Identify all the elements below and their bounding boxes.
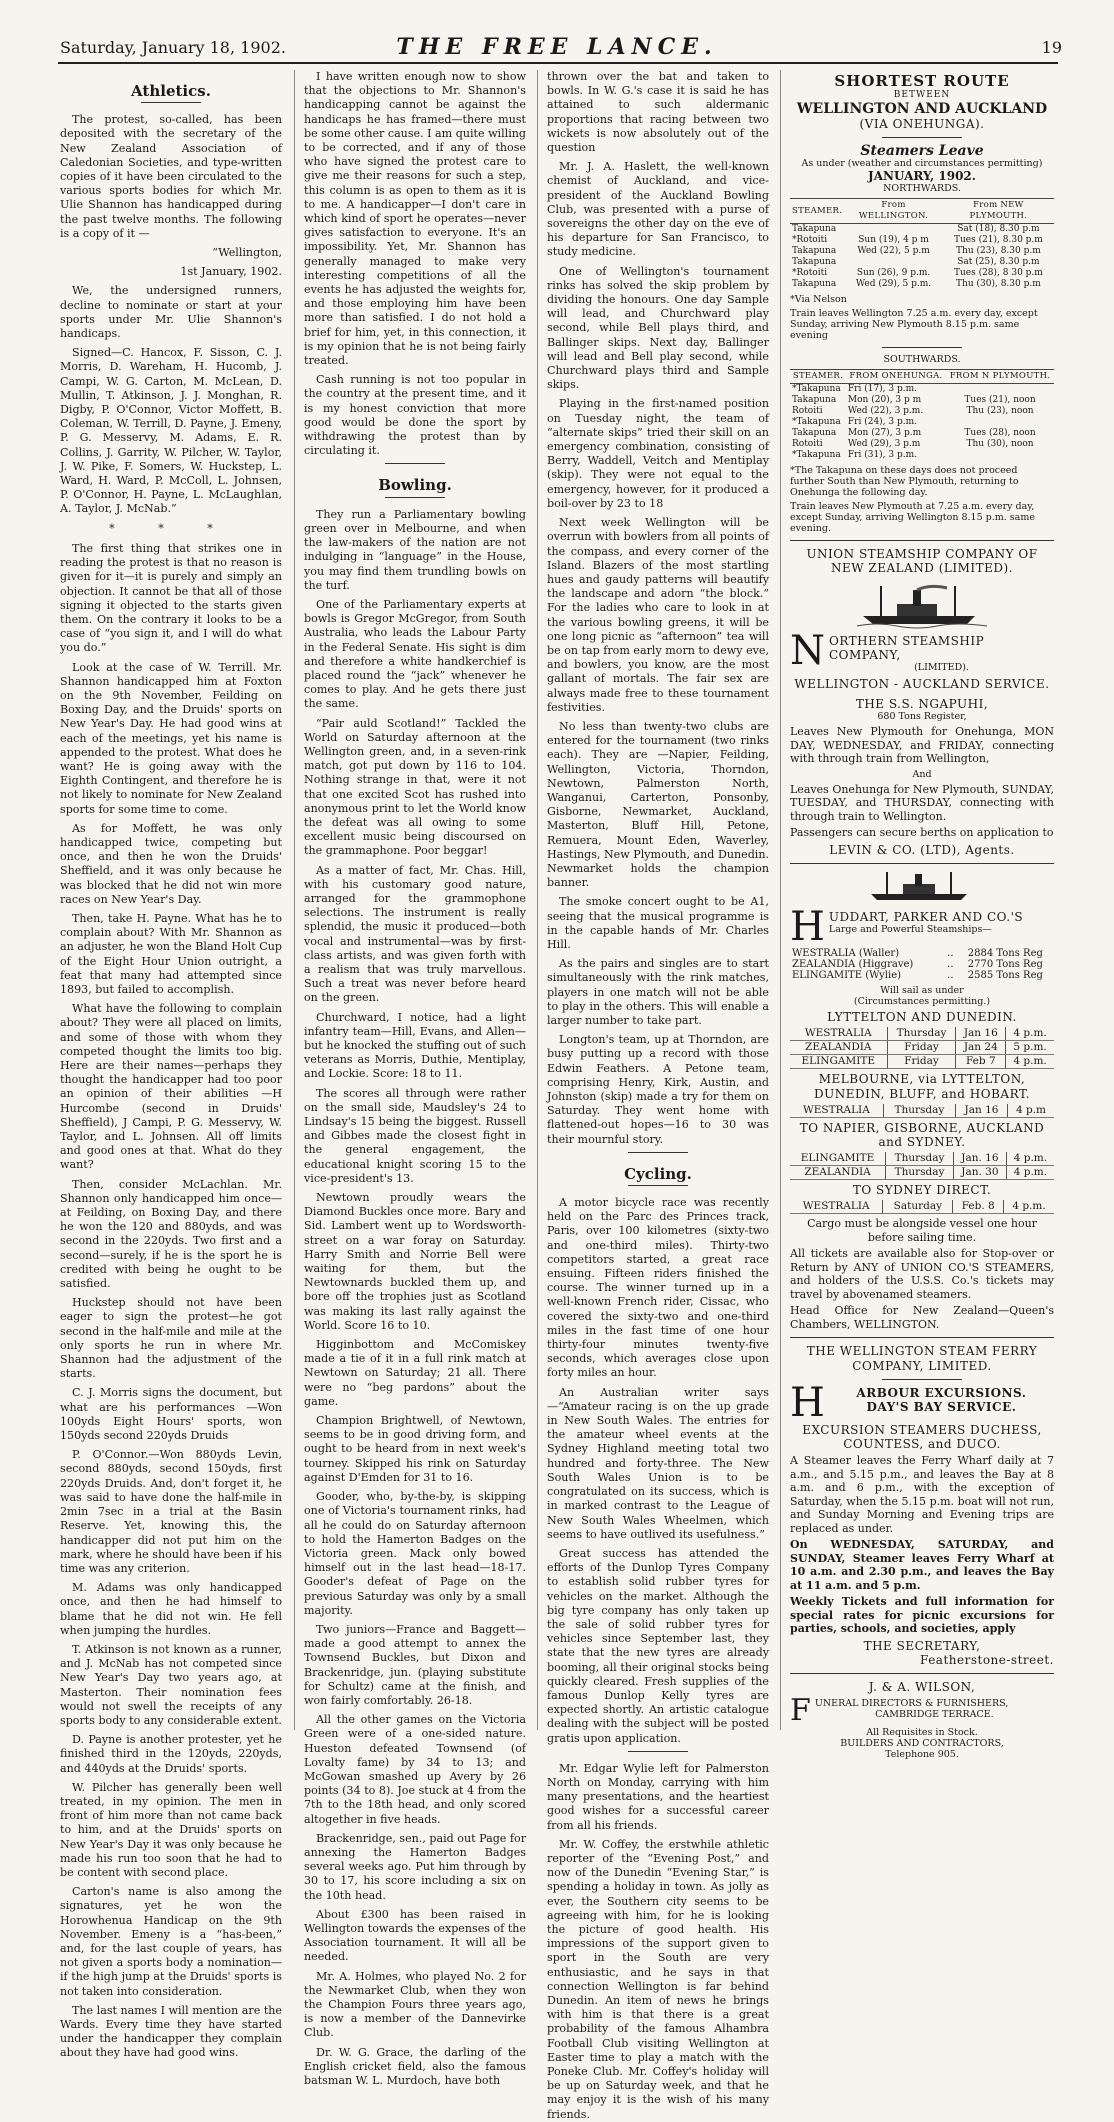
table-cell: Fri (24), 3 p.m. <box>847 417 918 428</box>
table-cell: Thursday <box>886 1152 954 1166</box>
ad-subtitle: Large and Powerful Steamships— <box>828 924 992 936</box>
article-paragraph: Look at the case of W. Terrill. Mr. Shannon handicapped him at Foxton on the 9th November, Feilding on Boxing Day, and the Druids' sports on New Year's Day. He had good wins at each of the meetings, yet his name is appended to the protest. What does he want? He is going away with the Eighth Contingent, and therefore he is not likely to nominate for New Zealand sports for some time to come. <box>60 660 282 816</box>
article-paragraph: As a matter of fact, Mr. Chas. Hill, with his customary good nature, arranged for the grammophone selections. The instrument is really splendid, the music it produced—both vocal and instrumental—was by first-class artists, and was given forth with a realism that was truly marvellous. Such a treat was never before heard on the green. <box>304 863 526 1005</box>
article-paragraph: Gooder, who, by-the-by, is skipping one of Victoria's tournament rinks, had all he could do on Saturday afternoon to hold the Hamerton Badges on the Victoria green. Mack only bowed himself out in the last head—18-17. Gooder's defeat of Page on the previous Saturday was only by a small majority. <box>304 1490 526 1617</box>
article-paragraph: Next week Wellington will be overrun with bowlers from all points of the compass, and every corner of the Island. Blazers of the most startling hues and gaudy patterns will beautify the landscape and adorn “the block.” For the ladies who care to look in at the various bowling greens, it will be one long picnic as “afternoon” tea will be on tap from early morn to dewy eve, and bowlers, you know, are the most gallant of mortals. The fair sex are always made free to these tournament festivities. <box>547 516 769 714</box>
bowling-heading: Bowling. <box>378 476 452 495</box>
table-cell <box>946 417 1054 428</box>
ad-stock: All Requisites in Stock. <box>866 1727 978 1739</box>
table-row <box>790 384 1054 396</box>
article-paragraph: W. Pilcher has generally been well treated, in my opinion. The men in front of him more than not came back to him, and at the Druids' sports on New Year's Day it was only because he made his run too soon that he had to be content with second place. <box>60 1780 282 1879</box>
drop-capital: F <box>790 1693 811 1729</box>
article-paragraph: M. Adams was only handicapped once, and then he had himself to blame that he did not win. He fell when jumping the hurdles. <box>60 1581 282 1637</box>
table-cell: Wed (29), 5 p.m. <box>855 279 932 290</box>
article-paragraph: A motor bicycle race was recently held on the Parc des Princes track, Paris, over 100 kilometres (sixty-two and one-third miles). Thirty-two competitors started, a great race ensuing. Fifteen riders finished the course. The winner turned up in a well-known French rider, Cissac, who covered the sixty-two and one-third miles in the fast time of one hour thirty-four minutes twenty-five seconds, which averages close upon forty miles an hour. <box>547 1196 769 1380</box>
ad-places: WELLINGTON AND AUCKLAND <box>796 101 1048 118</box>
ad-paragraph: Cargo must be alongside vessel one hour before sailing time. <box>807 1217 1037 1244</box>
ad-divider <box>790 1673 1054 1674</box>
napier-sailings <box>790 1152 1054 1180</box>
ad-huddart-parker <box>790 870 1054 1331</box>
table-cell: .. <box>947 959 954 971</box>
table-cell: Jan. 30 <box>953 1166 1006 1180</box>
article-paragraph: Mr. A. Holmes, who played No. 2 for the Newmarket Club, when they won the Champion Fours three years ago, is now a member of the Dannevirke Club. <box>304 1969 526 2040</box>
ad-harbour: ARBOUR EXCURSIONS. <box>856 1385 1027 1400</box>
ad-title: SHORTEST ROUTE <box>834 72 1010 90</box>
ad-rule <box>882 137 962 138</box>
article-paragraph: They run a Parliamentary bowling green over in Melbourne, and when the law-makers of the nation are not indulging in “language” in the House, you may find them trundling bowls on the turf. <box>304 507 526 592</box>
table-cell: 4 p.m. <box>1006 1027 1054 1041</box>
melbourne-sailings <box>790 1104 1054 1118</box>
table-row <box>790 1027 1054 1041</box>
table-row <box>790 1041 1054 1055</box>
table-cell: 2585 Tons Reg <box>967 970 1043 982</box>
table-row <box>790 1152 1054 1166</box>
article-paragraph: Champion Brightwell, of Newtown, seems to be in good driving form, and ought to be heard from in next week's tourney. Skipped his rink on Saturday against D'Emden for 31 to 16. <box>304 1414 526 1484</box>
steamship-illustration-icon <box>857 582 987 628</box>
table-row <box>790 268 1054 279</box>
southwards-timetable <box>790 369 1054 461</box>
table-cell: 4 p.m. <box>1004 1200 1054 1214</box>
table-cell: *Takapuna <box>792 450 841 461</box>
table-cell: Wed (29), 3 p.m <box>847 439 921 450</box>
route-heading: TO NAPIER, GISBORNE, AUCKLAND and SYDNEY. <box>799 1120 1045 1149</box>
table-row <box>790 1104 1054 1118</box>
ad-note: Train leaves New Plymouth at 7.25 a.m. every day, except Sunday, arriving Wellington 8.15 p.m. same evening. <box>790 501 1035 535</box>
table-cell: 5 p.m. <box>1006 1041 1054 1055</box>
table-cell: 4 p.m <box>1008 1104 1054 1118</box>
column-cycling <box>547 70 770 2121</box>
ad-bay: DAY'S BAY SERVICE. <box>866 1399 1017 1414</box>
ad-telephone: Telephone 905. <box>885 1749 959 1761</box>
ad-note: Train leaves Wellington 7.25 a.m. every day, except Sunday, arriving New Plymouth 8.15 p.m. same evening <box>790 308 1038 342</box>
table-row <box>790 428 1054 439</box>
ad-ferry-company <box>790 1344 1054 1667</box>
table-cell: Feb. 8 <box>953 1200 1004 1214</box>
article-paragraph: D. Payne is another protester, yet he finished third in the 120yds, 220yds, and 440yds at the Druids' sports. <box>60 1733 282 1775</box>
article-paragraph: One of the Parliamentary experts at bowls is Gregor McGregor, from South Australia, who leads the Labour Party in the Federal Senate. His sight is dim and therefore a white handkerchief is placed round the “jack” whenever he comes to play. And he gets there just the same. <box>304 597 526 711</box>
table-cell: WESTRALIA <box>790 1200 883 1214</box>
article-paragraph: We, the undersigned runners, decline to nominate or start at your sports under Mr. Ulie Shannon's handicaps. <box>60 284 282 341</box>
table-row <box>790 970 1054 981</box>
ad-funeral: UNERAL DIRECTORS & FURNISHERS, <box>814 1698 1009 1710</box>
ad-ship-name: THE S.S. NGAPUHI, <box>855 697 989 712</box>
column-athletics <box>60 70 282 2060</box>
table-cell: Thu (23), 8.30 p.m <box>956 246 1041 257</box>
table-cell: WESTRALIA <box>790 1027 887 1041</box>
table-header: STEAMER. <box>790 370 846 384</box>
signatories: Signed—C. Hancox, F. Sisson, C. J. Morris, D. Wareham, H. Hucomb, J. Campi, W. G. Carton, M. McLean, D. Mullin, T. Atkinson, J. J. Monghan, R. Digby, P. O'Connor, Victor Moffett, B. Coleman, W. Terrill, D. Payne, J. Emeny, P. G. Messervy, M. Adams, E. R. Collins, J. Garrity, W. Pilcher, W. Taylor, J. W. Pike, F. Somers, W. Huckstep, L. Ward, H. Ward, P. McColl, L. Johnsen, P. O'Connor, H. Payne, L. McLaughlan, A. Taylor, J. McNab.” <box>60 346 282 516</box>
section-rule <box>628 1185 688 1186</box>
ad-title: UDDART, PARKER AND CO.'S <box>828 910 1024 925</box>
table-row <box>790 1166 1054 1180</box>
table-cell: *Rotoiti <box>792 268 828 279</box>
article-paragraph: Mr. Edgar Wylie left for Palmerston North on Monday, carrying with him many presentations, and the heartiest good wishes for a successful career from all his friends. <box>547 1761 769 1832</box>
table-row <box>790 959 1054 970</box>
table-cell: WESTRALIA <box>790 1104 883 1118</box>
table-cell: Takapuna <box>792 246 837 257</box>
ad-sail: Will sail as under <box>880 985 964 997</box>
table-cell: ZEALANDIA <box>790 1041 887 1055</box>
table-cell: Jan. 16 <box>953 1152 1006 1166</box>
article-paragraph: T. Atkinson is not known as a runner, and J. McNab has not competed since New Year's Day two years ago, at Masterton. Their nomination fees would not swell the receipts of any sports body to any considerable extent. <box>60 1642 282 1727</box>
ad-paragraph: Head Office for New Zealand—Queen's Chambers, WELLINGTON. <box>790 1304 1054 1331</box>
ad-agents: LEVIN & CO. (LTD), Agents. <box>829 842 1015 857</box>
article-paragraph: The first thing that strikes one in reading the protest is that no reason is given for it—it is purely and simply an objection. It cannot be that all of those signing it objected to the starts given them. On the contrary it looks to be a case of “you sign it, and I will do what you do.” <box>60 541 282 655</box>
header-rule <box>58 62 1058 64</box>
lyttelton-sailings <box>790 1027 1054 1069</box>
article-paragraph: An Australian writer says —“Amateur racing is on the up grade in New South Wales. The entries for the amateur wheel events at the Sydney Highland meeting total two hundred and forty-three. The New South Wales Union is to be congratulated on its success, which is in marked contrast to the League of New South Wales Wheelmen, which seems to have outlived its usefulness.” <box>547 1385 769 1541</box>
section-rule <box>385 463 445 464</box>
article-paragraph: Longton's team, up at Thorndon, are busy putting up a record with those Edwin Feathers. A Petone team, comprising Henry, Kirk, Austin, and Johnston (skip) made a try for them on Saturday. They went home with flattened-out hopes—16 to 30 was their mournful story. <box>547 1033 769 1146</box>
table-cell <box>844 224 943 236</box>
ad-rule <box>882 347 962 348</box>
article-paragraph: What have the following to complain about? They were all placed on limits, and some of those with whom they competed thought the limits too big. Here are their names—perhaps they thought the handicapper had too poor an opinion of their abilities —H Hurcombe (second in Druids' Sheffield), J Campi, P. G. Messervy, W. Taylor, and L. Johnsen. All off limits and good ones at that. What do they want? <box>60 1002 282 1172</box>
table-cell: Sat (18), 8.30 p.m <box>957 224 1040 235</box>
article-paragraph: I have written enough now to show that the objections to Mr. Shannon's handicapping cannot be against the handicaps he has framed—there must be some other cause. I am quite willing to be corrected, and if any of those who have signed the protest care to give me their reasons for such a step, this column is as open to them as it is to me. A handicapper—I don't care in which kind of sport he operates—never gives satisfaction to everyone. It's an impossibility. Yet, Mr. Shannon has generally managed to make very interesting competitions of all the events he has adjusted the weights for, and those employing him have been more than satisfied. I do not hold a brief for him, yet, in this connection, it is my opinion that he is not being fairly treated. <box>304 70 526 368</box>
ad-month: JANUARY, 1902. <box>868 169 976 184</box>
northwards-heading: NORTHWARDS. <box>883 183 961 195</box>
table-cell: ZEALANDIA (Higgrave) <box>792 959 914 971</box>
article-paragraph: One of Wellington's tournament rinks has solved the skip problem by dividing the honours. One day Sample will lead, and Churchward play second, while Bell plays third, and Ballinger skips. Next day, Ballinger will lead and Bell play second, while Churchward plays third and Sample skips. <box>547 264 769 392</box>
ad-note: *The Takapuna on these days does not proceed further South than New Plymouth, returning to Onehunga the following day. <box>790 465 1019 499</box>
ad-union-steamship <box>790 547 1054 627</box>
ad-builders: BUILDERS AND CONTRACTORS, <box>840 1738 1004 1750</box>
table-cell: Feb 7 <box>956 1055 1006 1069</box>
southwards-heading: SOUTHWARDS. <box>883 354 961 366</box>
ad-title: J. & A. WILSON, <box>868 1680 976 1695</box>
ad-wilson-funeral <box>790 1680 1054 1760</box>
table-row <box>790 417 1054 428</box>
ad-address: CAMBRIDGE TERRACE. <box>875 1709 994 1721</box>
table-header: STEAMER. <box>790 199 844 224</box>
table-cell <box>946 450 1054 461</box>
table-header: From WELLINGTON. <box>844 199 943 224</box>
ad-paragraph: On WEDNESDAY, SATURDAY, and SUNDAY, Steamer leaves Ferry Wharf at 10 a.m. and 2.30 p.m., and leaves the Bay at 11 a.m. and 5 p.m. <box>790 1538 1054 1592</box>
table-header: From NEW PLYMOUTH. <box>943 199 1054 224</box>
letter-date: 1st January, 1902. <box>180 265 282 279</box>
table-cell: Sun (26), 9 p.m. <box>856 268 931 279</box>
article-paragraph: Great success has attended the efforts of the Dunlop Tyres Company to establish solid rubber tyres for vehicles on the market. Although the big tyre company has only taken up the sale of solid rubber tyres for vehicles since September last, they state that the new tyres are already booming, all their original stocks being quickly cleared. Fresh supplies of the famous Dunlop Kelly tyres are expected shortly. An artistic catalogue dealing with the subject will be posted gratis upon application. <box>547 1546 769 1745</box>
table-cell: Takapuna <box>792 428 837 439</box>
table-cell: *Takapuna <box>792 384 841 395</box>
table-cell: Thu (23), noon <box>966 406 1034 417</box>
table-cell: Fri (17), 3 p.m. <box>847 384 918 395</box>
article-paragraph: Playing in the first-named position on Tuesday night, the team of “alternate skips” tried their skill on an emergency combination, consisting of Berry, Waddell, Veitch and Mentiplay (skip). They were not equal to the emergency, however, for it produced a boil-over by 23 to 18 <box>547 397 769 510</box>
article-paragraph: All the other games on the Victoria Green were of a one-sided nature. Hueston defeated Townsend (of Lovalty fame) by 34 to 13; and McGowan smashed up Avery by 26 points (34 to 8). Joe stuck at 4 from the 7th to the 18th head, and only scored altogether in five heads. <box>304 1713 526 1826</box>
ad-street: Featherstone-street. <box>920 1652 1054 1667</box>
table-cell: 4 p.m. <box>1006 1055 1054 1069</box>
article-paragraph: Then, consider McLachlan. Mr. Shannon only handicapped him once—at Feilding, on Boxing Day, and there he won the 120 and 880yds, and was second in the 220yds. Two first and a second—surely, if he is the sport he is credited with being he ought to be satisfied. <box>60 1177 282 1291</box>
article-paragraph: C. J. Morris signs the document, but what are his performances —Won 100yds Eight Hours' sports, won 150yds second 220yds Druids <box>60 1386 282 1443</box>
ad-divider <box>790 540 1054 541</box>
table-cell <box>844 257 943 268</box>
column-rule <box>780 70 781 1730</box>
ad-secretary: THE SECRETARY, <box>863 1638 981 1653</box>
column-bowling <box>304 70 526 2088</box>
table-cell: Wed (22), 5 p.m <box>857 246 930 257</box>
table-cell: Tues (21), noon <box>964 395 1036 406</box>
table-cell: Mon (20), 3 p m <box>847 395 922 406</box>
ad-paragraph: All tickets are available also for Stop-over or Return by ANY of UNION CO.'S STEAMERS, and holders of the U.S.S. Co.'s tickets may travel by abovenamed steamers. <box>790 1247 1054 1301</box>
table-cell: Jan 24 <box>956 1041 1006 1055</box>
ad-excursion: EXCURSION STEAMERS DUCHESS, COUNTESS, and DUCO. <box>802 1422 1042 1451</box>
table-row <box>790 1055 1054 1069</box>
column-advertisements <box>790 70 1054 1761</box>
article-paragraph: The scores all through were rather on the small side, Maudsley's 24 to Lindsay's 15 being the biggest. Russell and Gibbes made the closest fight in the general engagement, the educational knight scoring 15 to the vice-president's 13. <box>304 1086 526 1185</box>
article-paragraph: Mr. W. Coffey, the erstwhile athletic reporter of the “Evening Post,” and now of the Dunedin “Evening Star,” is spending a holiday in town. As jolly as ever, the Southern city seems to be agreeing with him, for he is looking the picture of good health. His impressions of the support given to sport in the South are very enthusiastic, and he says in that connection Wellington is far behind Dunedin. An item of news he brings with him is that there is a great probability of the famous Alhambra Football Club visiting Wellington at Easter time to play a match with the Poneke Club. Mr. Coffey's holiday will be up on Saturday week, and that he may enjoy it is the wish of his many friends. <box>547 1837 769 2121</box>
table-row <box>790 439 1054 450</box>
table-cell: Takapuna <box>792 224 837 235</box>
table-cell: Thu (30), 8.30 p.m <box>956 279 1041 290</box>
article-paragraph: As for Moffett, he was only handicapped twice, competing but once, and then he won the Druids' Sheffield, and it was only because he was blocked that he did not win more races on New Year's Day. <box>60 821 282 906</box>
ad-note: *Via Nelson <box>790 294 847 306</box>
table-cell: Jan 16 <box>956 1104 1008 1118</box>
table-row <box>790 406 1054 417</box>
table-cell: .. <box>947 948 954 960</box>
table-cell: Rotoiti <box>792 406 823 417</box>
table-cell: ELINGAMITE <box>790 1152 886 1166</box>
table-cell: Rotoiti <box>792 439 823 450</box>
table-header: FROM N PLYMOUTH. <box>946 370 1054 384</box>
table-cell: 2884 Tons Reg <box>967 948 1043 960</box>
table-cell: ELINGAMITE (Wylie) <box>792 970 902 982</box>
table-row <box>790 246 1054 257</box>
table-cell: Thursday <box>883 1104 955 1118</box>
article-paragraph: thrown over the bat and taken to bowls. In W. G.'s case it is said he has attained to such aldermanic proportions that racing between two wickets is now absolutely out of the question <box>547 70 769 155</box>
table-cell: Saturday <box>883 1200 953 1214</box>
article-paragraph: No less than twenty-two clubs are entered for the tournament (two rinks each). They are —Napier, Feilding, Wellington, Victoria, Thorndon, Newtown, Palmerston North, Wanganui, Carterton, Ponsonby, Gisborne, Newmarket, Auckland, Masterton, Bluff Hill, Petone, Remuera, Mount Eden, Waverley, Hastings, New Plymouth, and Dunedin. Newmarket holds the champion banner. <box>547 719 770 890</box>
ad-tonnage: 680 Tons Register, <box>877 711 967 723</box>
ad-paragraph: Leaves New Plymouth for Onehunga, MON DAY, WEDNESDAY, and FRIDAY, connecting with through train from Wellington, <box>790 725 1054 766</box>
ad-title: UNION STEAMSHIP COMPANY OF NEW ZEALAND (LIMITED). <box>806 547 1038 576</box>
ad-northern-steamship <box>790 627 1054 858</box>
ad-circumstances: (Circumstances permitting.) <box>853 996 991 1008</box>
table-cell: Sat (25), 8.30 p.m <box>957 257 1040 268</box>
table-cell: *Rotoiti <box>792 235 828 246</box>
table-cell: Takapuna <box>792 279 837 290</box>
article-paragraph: Huckstep should not have been eager to sign the protest—he got second in the half-mile and mile at the only sports he run in where Mr. Shannon had the adjustment of the starts. <box>60 1296 282 1381</box>
section-rule <box>628 1152 688 1153</box>
table-row <box>790 279 1054 290</box>
article-paragraph: Newtown proudly wears the Diamond Buckles once more. Bary and Sid. Lambert went up to Wordsworth-street on a war foray on Saturday. Harry Smith and Norrie Bell were waiting for them, but the Newtownards buckled them up, and bore off the trophies just as Scotland was making its last rally against the World. Score 16 to 10. <box>304 1191 526 1332</box>
northwards-timetable <box>790 198 1054 290</box>
route-heading: MELBOURNE, via LYTTELTON, DUNEDIN, BLUFF, and HOBART. <box>814 1072 1030 1101</box>
article-paragraph: The last names I will mention are the Wards. Every time they have started under the handicapper they complain about they have had good wins. <box>60 2003 282 2060</box>
table-cell: Tues (28), noon <box>964 428 1036 439</box>
ad-paragraph: Leaves Onehunga for New Plymouth, SUNDAY, TUESDAY, and THURSDAY, connecting with through train to Wellington. <box>790 782 1054 823</box>
article-paragraph: Brackenridge, sen., paid out Page for annexing the Hamerton Badges several weeks ago. Put him through by 30 to 17, his score including a six on the 10th head. <box>304 1831 526 1902</box>
table-cell: Tues (21), 8.30 p.m <box>953 235 1043 246</box>
drop-capital: H <box>790 904 825 951</box>
table-cell: Wed (22), 3 p.m. <box>847 406 924 417</box>
ad-and: And <box>912 768 932 780</box>
ad-between: BETWEEN <box>893 90 951 101</box>
masthead: THE FREE LANCE. <box>396 34 718 60</box>
article-paragraph: Cash running is not too popular in the country at the present time, and it is my honest conviction that more good would be done the sport by withdrawing the protest than by circulating it. <box>304 373 526 458</box>
table-cell: Sun (19), 4 p m <box>858 235 929 246</box>
ad-conditions: As under (weather and circumstances permitting) <box>801 158 1043 170</box>
table-cell: *Takapuna <box>792 417 841 428</box>
ad-title: ORTHERN STEAMSHIP COMPANY, <box>829 633 985 662</box>
table-row <box>790 1200 1054 1214</box>
ad-paragraph: Weekly Tickets and full information for special rates for picnic excursions for parties, schools, and societies, apply <box>790 1595 1054 1636</box>
athletics-heading: Athletics. <box>131 82 211 100</box>
issue-date: Saturday, January 18, 1902. <box>60 38 286 57</box>
article-paragraph: Dr. W. G. Grace, the darling of the English cricket field, also the famous batsman W. L. Murdoch, have both <box>304 2045 526 2088</box>
table-cell: Thursday <box>887 1027 956 1041</box>
article-paragraph: As the pairs and singles are to start simultaneously with the rink matches, players in one match will not be able to play in the others. This will enable a larger number to take part. <box>547 957 769 1027</box>
ad-via: (VIA ONEHUNGA). <box>859 116 985 131</box>
column-rule <box>294 70 295 1730</box>
table-cell: Thu (30), noon <box>966 439 1034 450</box>
article-paragraph: The protest, so-called, has been deposited with the secretary of the New Zealand Association of Caledonian Societies, and type-written copies of it have been circulated to the various sports bodies for which Mr. Ulie Shannon has handicapped during the past twelve months. The following is a copy of it — <box>60 113 282 240</box>
route-heading: LYTTELTON AND DUNEDIN. <box>827 1010 1017 1025</box>
table-row <box>790 224 1054 236</box>
table-cell: Mon (27), 3 p.m <box>847 428 922 439</box>
article-paragraph: About £300 has been raised in Wellington towards the expenses of the Association tournament. It will all be needed. <box>304 1907 526 1964</box>
table-cell: 4 p.m. <box>1006 1166 1054 1180</box>
ad-title: THE WELLINGTON STEAM FERRY COMPANY, LIMITED. <box>806 1344 1038 1373</box>
table-cell: 2770 Tons Reg <box>967 959 1043 971</box>
table-cell: Takapuna <box>792 257 837 268</box>
ad-paragraph: A Steamer leaves the Ferry Wharf daily at 7 a.m., and 5.15 p.m., and leaves the Bay at 8 a.m. and 6 p.m., with the exception of Saturday, when the 5.15 p.m. boat will not run, and Sunday Morning and Evening trips are replaced as under. <box>790 1454 1054 1535</box>
table-cell: Fri (31), 3 p.m. <box>847 450 918 461</box>
table-row <box>790 257 1054 268</box>
ad-divider <box>790 863 1054 864</box>
drop-capital: H <box>790 1379 825 1426</box>
table-row <box>790 450 1054 461</box>
article-paragraph: The smoke concert ought to be A1, seeing that the musical programme is in the capable hands of Mr. Charles Hill. <box>547 895 769 951</box>
table-cell: WESTRALIA (Waller) <box>792 948 900 960</box>
article-paragraph: Higginbottom and McComiskey made a tie of it in a full rink match at Newtown on Saturday; 21 all. There were no “beg pardons” about the game. <box>304 1338 526 1408</box>
article-paragraph: Then, take H. Payne. What has he to complain about? With Mr. Shannon as an adjuster, he won the Bland Holt Cup of the Eight Hour Union outright, a feat that many had attempted since 1893, but failed to accomplish. <box>60 911 282 996</box>
ad-limited: (LIMITED). <box>914 662 969 674</box>
cycling-heading: Cycling. <box>624 1164 692 1183</box>
ad-rule <box>882 1379 962 1380</box>
article-paragraph: “Pair auld Scotland!” Tackled the World on Saturday afternoon at the Wellington green, and, in a seven-rink match, got put down by 116 to 104. Nothing strange in that, were it not that one excited Scot has rushed into anonymous print to let the World know the defeat was all owing to some excellent music being discoursed on the grammaphone. Poor beggar! <box>304 716 526 858</box>
ad-service: WELLINGTON - AUCKLAND SERVICE. <box>794 677 1050 692</box>
table-row <box>790 395 1054 406</box>
article-paragraph: Two juniors—France and Baggett—made a good attempt to annex the Townsend Buckles, but Dixon and Brackenridge, jun. (playing substitute for Schultz) came at the finish, and won fairly comfortably. 26-18. <box>304 1622 526 1707</box>
separator-stars: * * * <box>109 521 233 535</box>
table-row <box>790 235 1054 246</box>
table-cell: .. <box>947 970 954 982</box>
table-cell: Thursday <box>886 1166 954 1180</box>
table-row <box>790 948 1054 959</box>
route-heading: TO SYDNEY DIRECT. <box>852 1183 992 1198</box>
table-cell: Takapuna <box>792 395 837 406</box>
article-paragraph: Mr. J. A. Haslett, the well-known chemist of Auckland, and vice-president of the Auckland Bowling Club, was presented with a purse of sovereigns the other day on the eve of his departure for San Francisco, to study medicine. <box>547 160 769 259</box>
steamship-illustration-icon <box>867 870 977 904</box>
column-rule <box>537 70 538 1730</box>
table-cell: Tues (28), 8 30 p.m <box>953 268 1043 279</box>
table-cell: ZEALANDIA <box>790 1166 886 1180</box>
page-number: 19 <box>1041 38 1062 57</box>
table-cell: Jan 16 <box>956 1027 1006 1041</box>
table-cell: 4 p.m. <box>1006 1152 1054 1166</box>
table-cell: ELINGAMITE <box>790 1055 887 1069</box>
section-rule <box>628 1751 688 1752</box>
section-rule <box>141 102 201 103</box>
article-paragraph: Churchward, I notice, had a light infantry team—Hill, Evans, and Allen—but he knocked the stuffing out of such veterans as Morris, Duthie, Mentiplay, and Lockie. Score: 18 to 11. <box>304 1010 526 1081</box>
article-paragraph: Carton's name is also among the signatures, yet he won the Horowhenua Handicap on the 9th November. Emeny is a “has-been,” and, for the last couple of years, has not given a sports body a nomination—if the high jump at the Druids' sports is not taken into consideration. <box>60 1885 282 1998</box>
ad-paragraph: Passengers can secure berths on application to <box>790 826 1054 840</box>
table-header: FROM ONEHUNGA. <box>846 370 946 384</box>
table-cell: Friday <box>887 1055 956 1069</box>
table-cell <box>946 384 1054 396</box>
ad-divider <box>790 1337 1054 1338</box>
section-rule <box>385 497 445 498</box>
drop-capital: N <box>790 627 825 674</box>
table-cell: Friday <box>887 1041 956 1055</box>
letter-place: “Wellington, <box>212 246 282 260</box>
article-paragraph: P. O'Connor.—Won 880yds Levin, second 880yds, second 150yds, first 220yds Druids. And, don't forget it, he was said to have done the half-mile in 2min 7sec in a trial at the Basin Reserve. Yet, knowing this, the handicapper did not put him on the mark, where he should have been if his time was any criterion. <box>60 1448 282 1575</box>
ad-steamers-leave: Steamers Leave <box>860 142 984 159</box>
fleet-list <box>790 948 1054 981</box>
sydney-sailings <box>790 1200 1054 1214</box>
ad-shortest-route <box>790 74 1054 534</box>
